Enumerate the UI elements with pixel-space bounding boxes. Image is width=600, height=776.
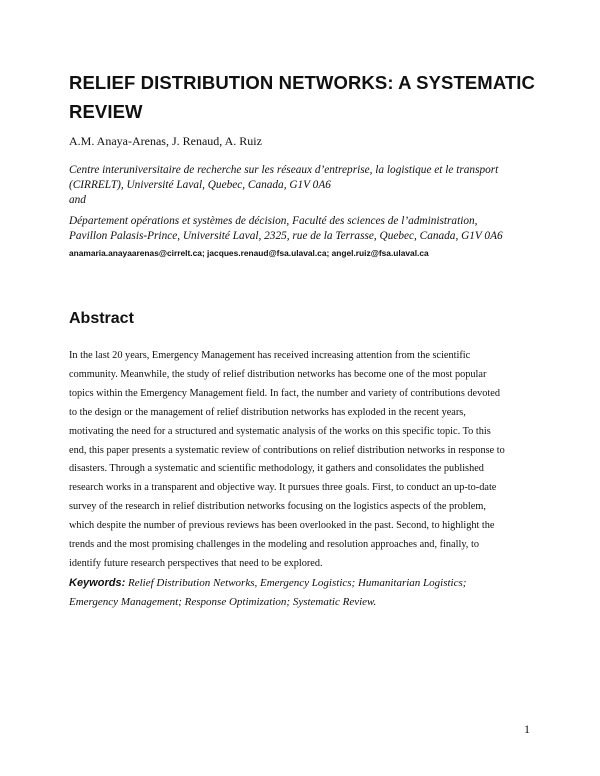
- abstract-heading: Abstract: [69, 310, 134, 327]
- abstract-line: motivating the need for a structured and systematic analysis of the works on this specific topic. To this: [69, 425, 491, 437]
- affiliation-1-line-1: Centre interuniversitaire de recherche sur les réseaux d’entreprise, la logistique et le transport: [69, 164, 499, 176]
- keywords-label: Keywords:: [69, 577, 126, 589]
- abstract-line: In the last 20 years, Emergency Management has received increasing attention from the scientific: [69, 350, 471, 361]
- affiliation-2-line-1: Département opérations et systèmes de décision, Faculté des sciences de l’administration,: [69, 215, 478, 227]
- keywords-line-2: Emergency Management; Response Optimization; Systematic Review.: [69, 595, 377, 608]
- affiliation-2-line-2: Pavillon Palasis-Prince, Université Laval, 2325, rue de la Terrasse, Quebec, Canada, G1V 0A6: [69, 229, 503, 242]
- abstract-body: [69, 347, 531, 574]
- title-line-1: RELIEF DISTRIBUTION NETWORKS: A SYSTEMATIC: [69, 72, 536, 93]
- authors: A.M. Anaya-Arenas, J. Renaud, A. Ruiz: [69, 134, 262, 148]
- affiliation-2: [69, 214, 503, 243]
- keywords: [69, 574, 539, 611]
- keywords-line-1: Relief Distribution Networks, Emergency Logistics; Humanitarian Logistics;: [125, 577, 467, 589]
- abstract-line: trends and the most promising challenges in the modeling and resolution approaches and, finally, to: [69, 539, 479, 551]
- abstract-line: community. Meanwhile, the study of relief distribution networks has become one of the most popular: [69, 368, 487, 380]
- paper-title: [69, 68, 539, 126]
- affiliation-conjunction: and: [69, 194, 86, 206]
- abstract-line: end, this paper presents a systematic review of contributions on relief distribution networks in response to: [69, 444, 505, 456]
- author-emails: anamaria.anayaarenas@cirrelt.ca; jacques.renaud@fsa.ulaval.ca; angel.ruiz@fsa.ulaval.ca: [69, 248, 429, 258]
- page-number: 1: [524, 722, 530, 736]
- title-line-2: REVIEW: [69, 101, 143, 122]
- abstract-line: to the design or the management of relief distribution networks has exploded in the recent years,: [69, 406, 466, 418]
- abstract-line: which despite the number of previous reviews has been overlooked in the past. Second, to highlight the: [69, 520, 495, 532]
- affiliation-1: [69, 163, 498, 192]
- abstract-line: topics within the Emergency Management field. In fact, the number and variety of contributions devoted: [69, 387, 501, 399]
- abstract-line: survey of the research in relief distribution networks focusing on the logistics aspects of the problem,: [69, 501, 486, 513]
- abstract-line: disasters. Through a systematic and scientific methodology, it gathers and consolidates the published: [69, 463, 484, 475]
- abstract-line: research works in a transparent and objective way. It pursues three goals. First, to conduct an up-to-date: [69, 482, 497, 494]
- affiliation-1-line-2: (CIRRELT), Université Laval, Quebec, Canada, G1V 0A6: [69, 178, 331, 191]
- abstract-line: identify future research perspectives that need to be explored.: [69, 557, 323, 569]
